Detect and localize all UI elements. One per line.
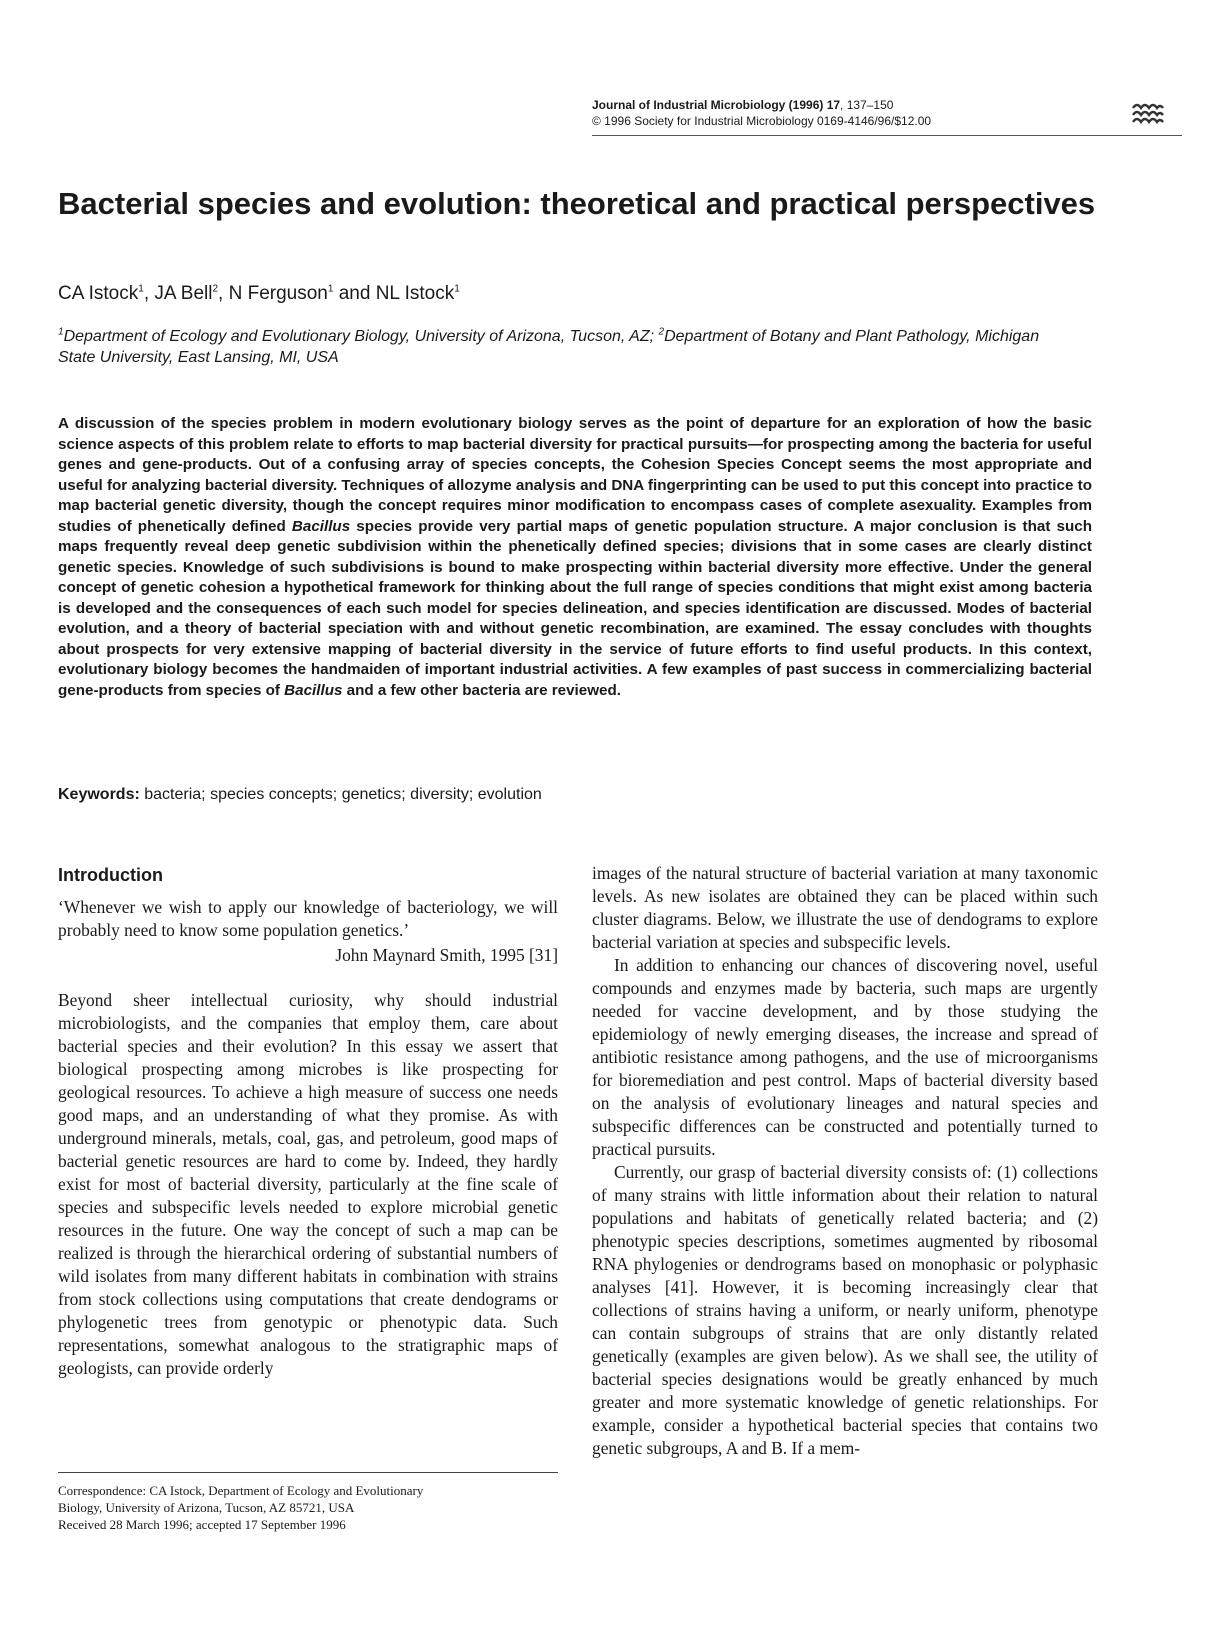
author-separator: , [218,283,229,304]
journal-copyright: © 1996 Society for Industrial Microbiology 0169-4146/96/$12.00 [592,114,932,128]
affiliations [58,326,1068,368]
epigraph-quote: ‘Whenever we wish to apply our knowledge of bacteriology, we will probably need to know some population genetics.’ [58,897,558,940]
journal-pages: , 137–150 [840,98,894,112]
author-list [58,282,460,306]
journal-header [592,97,972,129]
author-name: JA Bell [154,283,213,304]
body-paragraph: Currently, our grasp of bacterial diversity consists of: (1) collections of many strains with little information about their relation to natural populations and habitats of genetically related bacteria; and (2) phenotypic species descriptions, sometimes augmented by ribosomal RNA phylogenies or dendrograms based on monophasic or polyphasic analyses [41]. However, it is becoming increasingly clear that collections of strains having a uniform, or nearly uniform, phenotype can contain subgroups of strains that are only distantly related genetically (examples are given below). As we shall see, the utility of bacterial species designations would be greatly enhanced by much greater and more systematic knowledge of genetic relationships. For example, consider a hypothetical bacterial species that contains two genetic subgroups, A and B. If a mem- [592,1162,1098,1458]
abstract-text: A discussion of the species problem in modern evolutionary biology serves as the point of departure for an exploration of how the basic science aspects of this problem relate to efforts to map bacterial diversity for practical pursuits—for prospecting among the bacteria for useful genes and gene-products. Out of a confusing array of species concepts, the Cohesion Species Concept seems the most appropriate and useful for analyzing bacterial diversity. Techniques of allozyme analysis and DNA fingerprinting can be used to put this concept into practice to map bacterial genetic diversity, though the concept requires minor modification to encompass cases of complete asexuality. Examples from studies of phenetically defined [58,415,1092,535]
author-affiliation-mark: 1 [454,283,460,295]
journal-name: Journal of Industrial Microbiology (1996) 17 [592,98,841,112]
keywords-label: Keywords: [58,786,140,803]
affiliation-text: Department of Botany and Plant Pathology, Michigan State University, East Lansing, MI, USA [58,328,1040,366]
abstract-text: species provide very partial maps of genetic population structure. A major conclusion is that such maps frequently reveal deep genetic subdivision within the phenetically defined species; divisions that in some cases are clearly distinct genetic species. Knowledge of such subdivisions is bound to make prospecting within bacterial diversity more effective. Under the general concept of genetic cohesion a hypothetical framework for thinking about the full range of species conditions that might exist among bacteria is developed and the consequences of each such model for species delineation, and species identification are discussed. Modes of bacterial evolution, and a theory of bacterial speciation with and without genetic recombination, are examined. The essay concludes with thoughts about prospects for very extensive mapping of bacterial diversity in the service of future efforts to find useful products. In this context, evolutionary biology becomes the handmaiden of important industrial activities. A few examples of past success in commercializing bacterial gene-products from species of [58,517,1092,699]
author-affiliation-mark: 2 [212,283,219,295]
footnote-line: Biology, University of Arizona, Tucson, AZ 85721, USA [58,1500,355,1515]
author-separator: and [333,283,376,304]
author-name: CA Istock [58,283,139,304]
header-rule [592,135,1182,136]
article-title: Bacterial species and evolution: theoretical and practical perspectives [58,186,1096,221]
author-affiliation-mark: 1 [138,283,144,295]
footnote-line: Correspondence: CA Istock, Department of Ecology and Evolutionary [58,1483,424,1498]
affiliation-text: Department of Ecology and Evolutionary Biology, University of Arizona, Tucson, AZ; [63,328,659,345]
author-separator: , [143,283,155,304]
right-column [592,862,1098,1460]
abstract-text: and a few other bacteria are reviewed. [342,681,621,699]
keywords-text: bacteria; species concepts; genetics; diversity; evolution [144,786,542,803]
footnote-line: Received 28 March 1996; accepted 17 September 1996 [58,1517,346,1532]
abstract-italic-term: Bacillus [284,681,343,699]
body-paragraph: Beyond sheer intellectual curiosity, why should industrial microbiologists, and the companies that employ them, care about bacterial species and their evolution? In this essay we assert that biological prospecting among microbes is like prospecting for geological resources. To achieve a high measure of success one needs good maps, and an understanding of what they promise. As with underground minerals, metals, coal, gas, and petroleum, good maps of bacterial genetic resources are hard to come by. Indeed, they hardly exist for most of bacterial diversity, particularly at the fine scale of species and subspecific levels needed to explore microbial genetic resources in the future. One way the concept of such a map can be realized is through the hierarchical ordering of substantial numbers of wild isolates from many different habitats in combination with strains from stock collections using computations that create dendograms or phylogenetic trees from genotypic or phenotypic data. Such representations, somewhat analogous to the stratigraphic maps of geologists, can provide orderly [58,990,558,1378]
author-affiliation-mark: 1 [327,283,334,295]
author-name: N Ferguson [228,283,328,304]
body-paragraph: In addition to enhancing our chances of discovering novel, useful compounds and enzymes made by bacteria, such maps are urgently needed for vaccine development, and by those studying the epidemiology of newly emerging diseases, the increase and spread of antibiotic resistance among pathogens, and the use of microorganisms for bioremediation and pest control. Maps of bacterial diversity based on the analysis of evolutionary lineages and natural species and subspecific differences can be constructed and potentially turned to practical pursuits. [592,955,1098,1159]
affiliation-number: 2 [658,326,665,338]
footnote-rule [58,1472,558,1473]
correspondence-footnote [58,1482,558,1533]
epigraph-source: John Maynard Smith, 1995 [31] [335,945,558,965]
journal-citation [592,97,972,113]
affiliation-number: 1 [58,326,64,338]
abstract [58,414,1092,701]
left-column [58,864,558,1380]
abstract-italic-term: Bacillus [291,517,351,535]
section-heading-introduction: Introduction [58,865,163,885]
keywords [58,785,542,805]
society-logo-icon [1131,98,1165,126]
author-name: NL Istock [375,283,455,304]
body-paragraph: images of the natural structure of bacterial variation at many taxonomic levels. As new isolates are obtained they can be placed within such cluster diagrams. Below, we illustrate the use of dendograms to explore bacterial variation at species and subspecific levels. [592,863,1098,952]
